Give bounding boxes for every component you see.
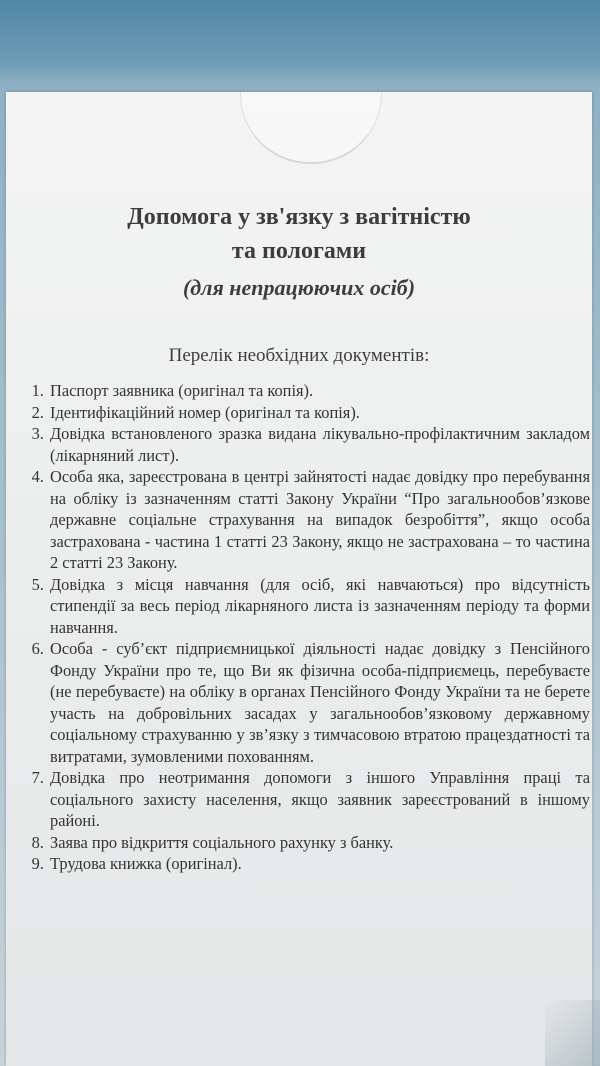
paper-sheet [6,92,592,1066]
document-subtitle: (для непрацюючих осіб) [182,275,416,300]
list-item-3: 3. Довідка встановленого зразка видана лікувально-профілактичним закладом (лікарняний лист). [48,423,590,466]
list-item-5: 5. Довідка з місця навчання (для осіб, які навчаються) про відсутність стипендії за весь період лікарняного листа із зазначенням періоду та форми навчання. [48,574,590,639]
list-item-8: 8. Заява про відкриття соціального рахунку з банку. [48,832,590,854]
title-line-2: та пологами [231,238,367,264]
documents-list [24,380,590,875]
document-title [6,200,592,268]
title-line-1: Допомога у зв'язку з вагітністю [127,204,471,230]
list-item-6: 6. Особа - суб’єкт підприємницької діяльності надає довідку з Пенсійного Фонду України про те, що Ви як фізична особа-підприємець, перебуваєте (не перебуваєте) на обліку в органах Пенсійного Фонду України та не берете участь на добровільних засадах у загальнообов’язковому державному соціальному страхуванню у зв’язку з тимчасовою втратою працездатності та витратами, зумовленими похованням. [48,638,590,767]
list-item-7: 7. Довідка про неотримання допомоги з іншого Управління праці та соціального захисту населення, якщо заявник зареєстрований в іншому районі. [48,767,590,832]
list-title: Перелік необхідних документів: [168,345,430,366]
list-item-1: 1. Паспорт заявника (оригінал та копія). [48,380,590,402]
list-item-4: 4. Особа яка, зареєстрована в центрі зайнятості надає довідку про перебування на обліку із зазначенням статті Закону України “Про загальнообов’язкове державне соціальне страхування на випадок безробіття”, якщо особа застрахована - частина 1 статті 23 Закону, якщо не застрахована – то частина 2 статті 23 Закону. [48,466,590,574]
plastic-holder-edge [545,1000,600,1066]
list-item-9: 9. Трудова книжка (оригінал). [48,853,590,875]
list-item-2: 2. Ідентифікаційний номер (оригінал та копія). [48,402,590,424]
